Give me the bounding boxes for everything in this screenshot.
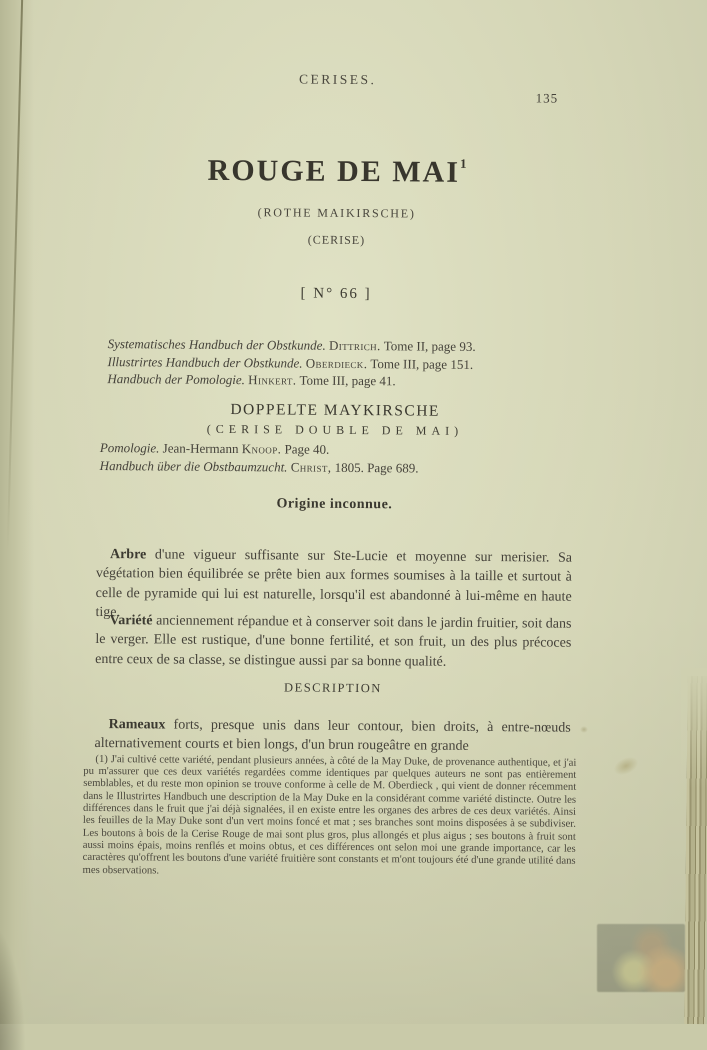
paragraph-lead: Variété	[109, 613, 153, 629]
page-number: 135	[535, 90, 559, 106]
paragraph-lead: Arbre	[109, 547, 147, 563]
reference-author: Oberdieck.	[305, 355, 368, 371]
reference-locator: Tome III, page 41.	[299, 372, 396, 389]
reference-title: Illustrirtes Handbuch der Obstkunde.	[107, 353, 303, 371]
running-head: CERISES.	[298, 71, 377, 88]
footnote-marker: (1)	[95, 752, 108, 765]
reference-title: Systematisches Handbuch der Obstkunde.	[107, 336, 326, 353]
reference-locator: Page 40.	[284, 441, 330, 457]
paragraph-text: d'une vigueur suffisante sur Ste-Lucie et moyenne sur merisier. Sa végétation bien équilibrée se prête bien aux formes soumises à la taille et surtout à celle de pyramide qui lui est naturelle, lorsqu'il est abandonné à lui-même en haute tige.	[95, 547, 573, 621]
paragraph-lead: Rameaux	[108, 717, 166, 733]
reference-line	[107, 370, 547, 391]
page-title	[99, 153, 575, 191]
synonym-subheading: (CERISE DOUBLE DE MAI)	[206, 421, 464, 438]
footnote	[82, 753, 576, 880]
reference-locator: Tome II, page 93.	[383, 338, 476, 354]
description-heading: DESCRIPTION	[284, 680, 382, 696]
reference-author-forename: Jean-Hermann	[162, 440, 239, 457]
paragraph-variete	[95, 611, 571, 673]
footnote-text: J'ai cultivé cette variété, pendant plusieurs années, à côté de la May Duke, de provenance authentique, et j'ai pu m'assurer que ces deux variétés regardées comme identiques par quelques auteurs ne sont pas entièrement semblables, et du reste mon opinion se trouve conforme à celle de M. Oberdieck , qui vient de donner récemment dans le Illustrirtes Handbuch une description de la May Duke en la considérant comme variété distincte. Outre les différences dans le fruit que j'ai déjà signalées, il en existe entre les organes des arbres de ces deux variétés. Ainsi les feuilles de la May Duke sont d'un vert moins foncé et mat ; ses branches sont moins disposées à se subdiviser. Les boutons à bois de la Cerise Rouge de mai sont plus gros, plus allongés et plus aigus ; ses boutons à fruit sont aussi moins épais, moins renflés et moins obtus, et ces différences ont selon moi une grande importance, car les caractères qu'offrent les boutons d'une variété fruitière sont constants et m'ont toujours été d'une grande utilité dans mes observations.	[82, 752, 577, 877]
subtitle-german: (ROTHE MAIKIRSCHE)	[257, 205, 416, 221]
catalog-number: [ N° 66 ]	[300, 285, 372, 303]
origin-heading: Origine inconnue.	[276, 496, 393, 513]
synonym-heading: DOPPELTE MAYKIRSCHE	[230, 401, 440, 420]
paragraph-text: forts, presque unis dans leur contour, bien droits, à entre-nœuds alternativement courts et bien longs, d'un brun rougeâtre en grande	[94, 717, 571, 755]
paragraph-rameaux	[94, 715, 570, 757]
reference-locator: Tome III, page 151.	[370, 355, 474, 372]
reference-author: Knoop.	[241, 441, 282, 457]
reference-author: Hinkert.	[248, 372, 297, 388]
reference-line	[100, 457, 560, 478]
paragraph-text: anciennement répandue et à conserver soit dans le jardin fruitier, soit dans le verger. Elle est rustique, d'une bonne fertilité, et son fruit, un des plus précoces entre ceux de sa classe, se distingue aussi par sa bonne qualité.	[95, 613, 572, 670]
footnote-reference-mark: 1	[459, 155, 467, 171]
reference-list-primary	[107, 335, 547, 391]
reference-author: Dittrich.	[328, 337, 381, 354]
reference-title: Handbuch der Pomologie.	[107, 371, 246, 388]
reference-title: Pomologie.	[99, 440, 160, 456]
reference-title: Handbuch über die Obstbaumzucht.	[99, 457, 288, 474]
reference-locator: 1805. Page 689.	[334, 459, 419, 476]
variety-name: ROUGE DE MAI	[207, 153, 461, 189]
subtitle-type: (CERISE)	[307, 232, 366, 248]
reference-author: Christ,	[290, 459, 332, 475]
reference-list-synonym	[100, 439, 560, 478]
